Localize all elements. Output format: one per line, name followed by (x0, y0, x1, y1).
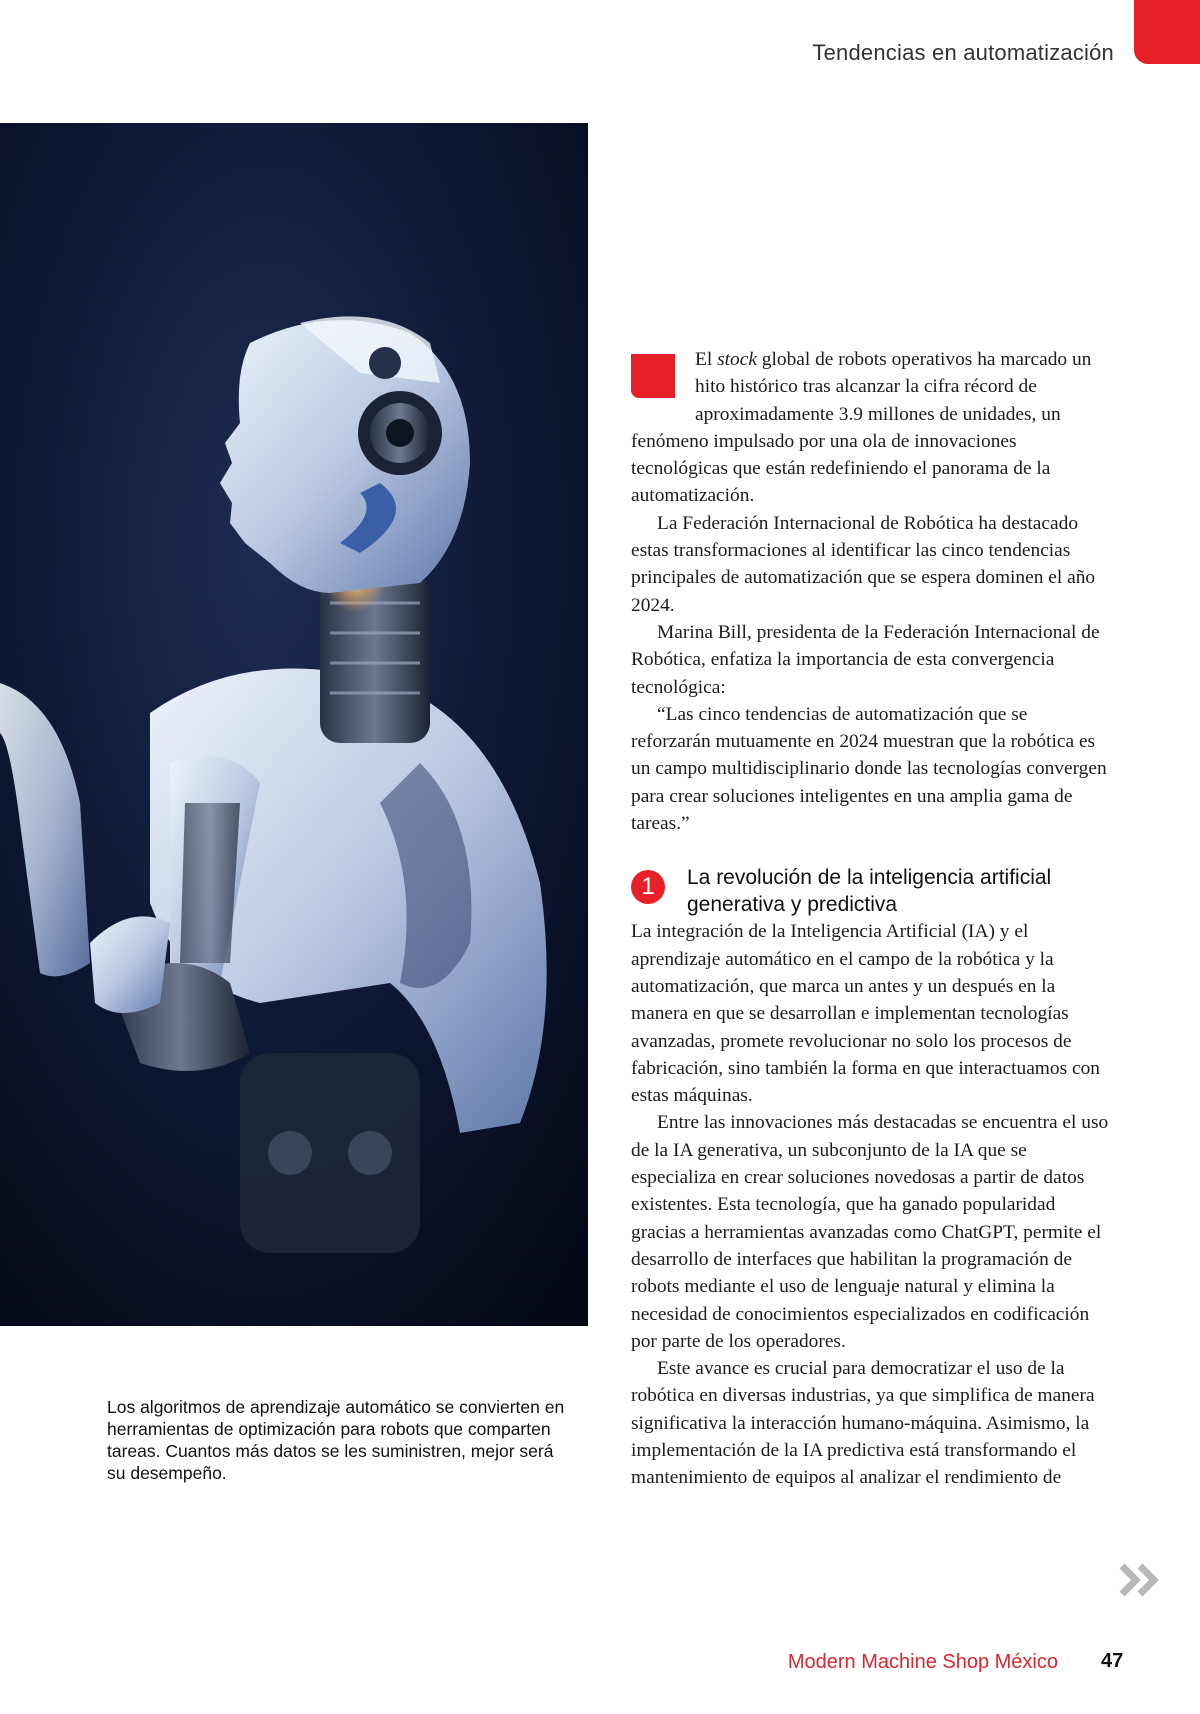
section-heading (631, 864, 1111, 918)
drop-square-marker (631, 354, 675, 398)
section-number-badge: 1 (631, 870, 665, 904)
intro-paragraph: El stock global de robots operativos ha marcado un hito histórico tras alcanzar la cifra récord de aproximadamente 3.9 millones de unidades, un fenómeno impulsado por una ola de innovaciones tecnológicas que están redefiniendo el panorama de la automatización. (631, 349, 1092, 507)
section-tab (1134, 0, 1200, 64)
body-paragraph: Entre las innovaciones más destacadas se encuentra el uso de la IA generativa, un subconjunto de la IA que se especializa en crear soluciones novedosas a partir de datos existentes. Esta tecnología, que ha ganado popularidad gracias a herramientas avanzadas como ChatGPT, permite el desarrollo de interfaces que habilitan la programación de robots mediante el uso de lenguaje natural y elimina la necesidad de conocimientos especializados en codificación por parte de los operadores. (631, 1112, 1109, 1352)
publication-name: Modern Machine Shop México (787, 1651, 1058, 1673)
italic-stock: stock (717, 349, 757, 370)
section-title: Tendencias en automatización (812, 40, 1114, 65)
quote-paragraph: “Las cinco tendencias de automatización que se reforzarán mutuamente en 2024 muestran que la robótica es un campo multidisciplinario donde las tecnologías convergen para crear soluciones inteligentes en una amplia gama de tareas.” (631, 703, 1107, 835)
article-body (631, 346, 1111, 1492)
robot-photo (0, 123, 588, 1326)
body-paragraph: La integración de la Inteligencia Artificial (IA) y el aprendizaje automático en el campo de la robótica y la automatización, que marca un antes y un después en la manera en que se desarrollan e implementan tecnologías avanzadas, promete revolucionar no solo los procesos de fabricación, sino también la forma en que interactuamos con estas máquinas. (631, 921, 1100, 1107)
body-paragraph: La Federación Internacional de Robótica ha destacado estas transformaciones al identificar las cinco tendencias principales de automatización que se espera dominen el año 2024. (631, 512, 1096, 616)
double-chevron-right-icon[interactable] (1118, 1562, 1164, 1598)
body-paragraph: Este avance es crucial para democratizar el uso de la robótica en diversas industrias, ya que simplifica de manera significativa la interacción humano-máquina. Asimismo, la implementación de la IA predictiva está transformando el mantenimiento de equipos al analizar el rendimiento de (631, 1358, 1095, 1489)
photo-caption: Los algoritmos de aprendizaje automático se convierten en herramientas de optimización para robots que comparten tareas. Cuantos más datos se les suministren, mejor será su desempeño. (107, 1397, 565, 1483)
page-number: 47 (1101, 1650, 1124, 1672)
body-paragraph: Marina Bill, presidenta de la Federación Internacional de Robótica, enfatiza la importancia de esta convergencia tecnológica: (631, 621, 1100, 698)
section-title-heading: La revolución de la inteligencia artificial generativa y predictiva (687, 866, 1052, 917)
